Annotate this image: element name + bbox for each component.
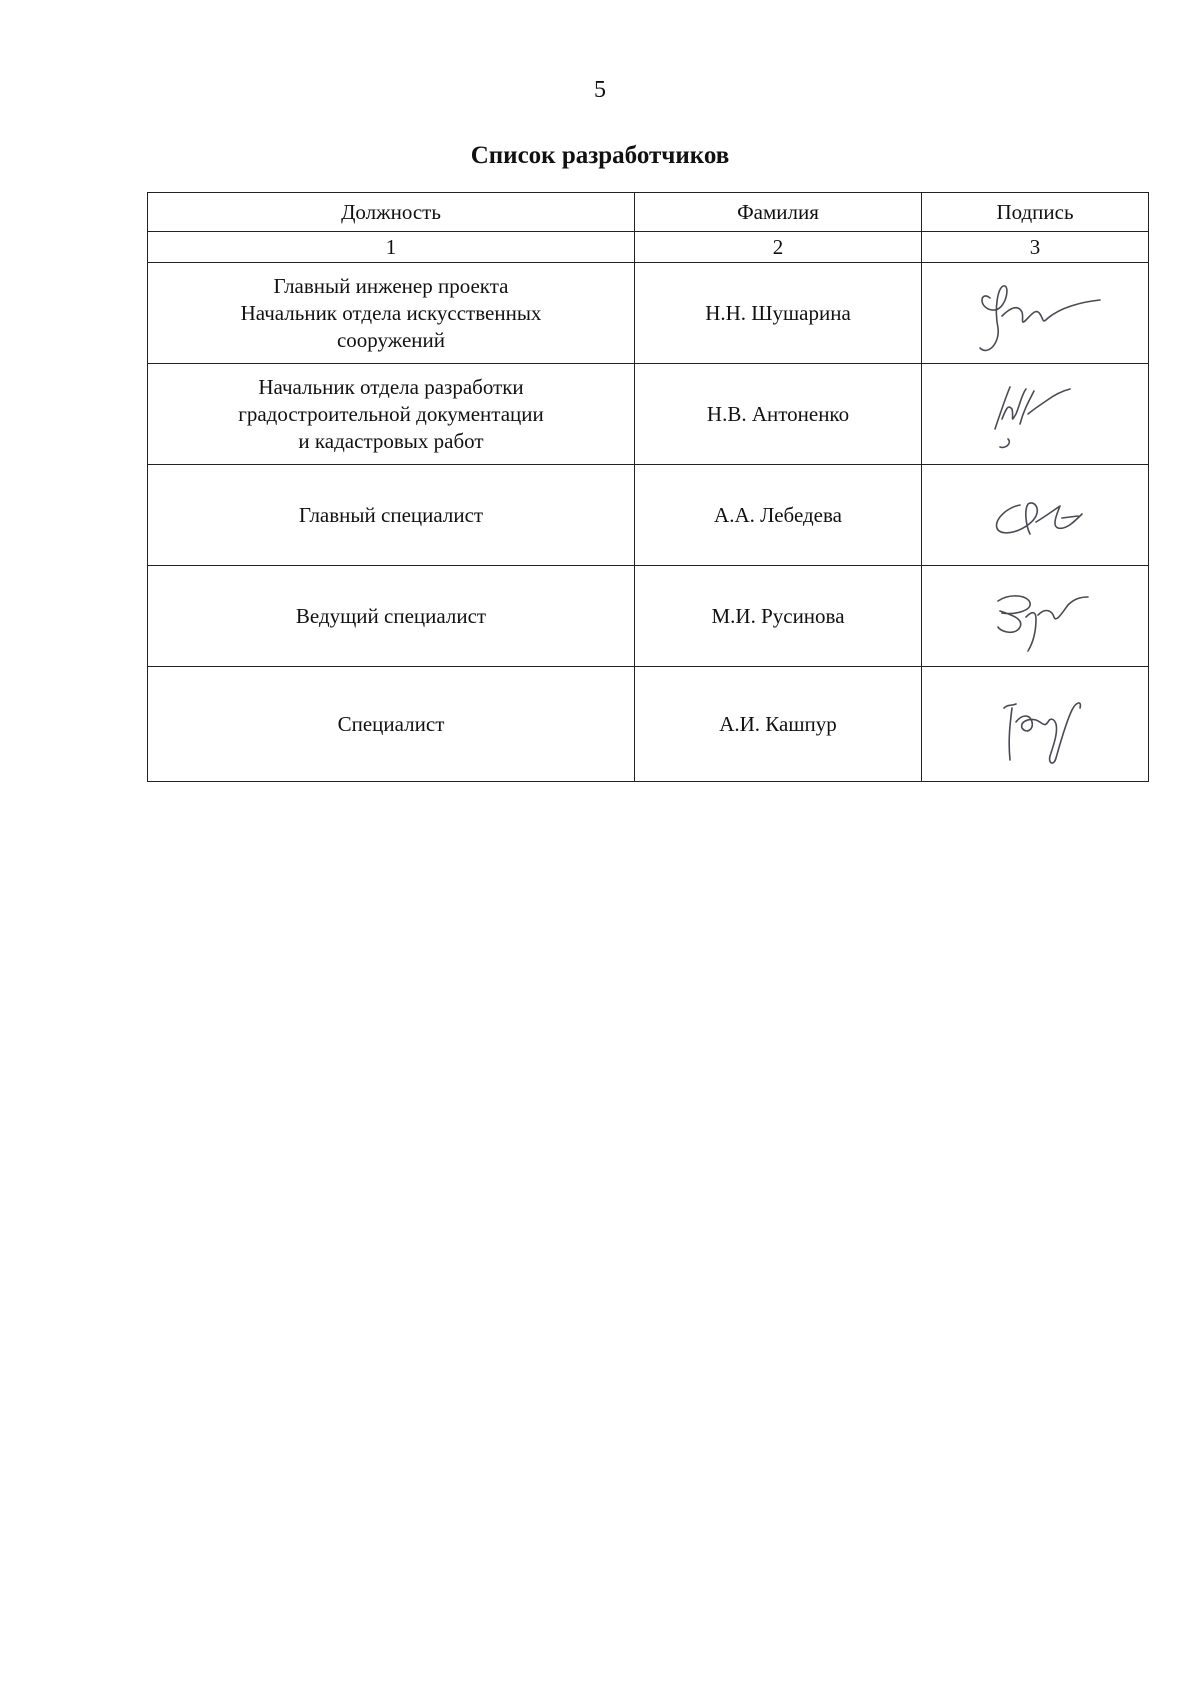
- header-signature: Подпись: [922, 193, 1149, 232]
- column-number-1: 1: [148, 232, 635, 263]
- handwritten-signature-icon: [950, 470, 1120, 560]
- name-cell: Н.В. Антоненко: [635, 364, 922, 465]
- signature-cell: [922, 465, 1149, 566]
- table-row: [148, 263, 1149, 364]
- handwritten-signature-icon: [950, 571, 1120, 661]
- table-row: [148, 566, 1149, 667]
- page-number: 5: [594, 77, 606, 103]
- developers-table: [147, 192, 1149, 782]
- signature-cell: [922, 667, 1149, 782]
- position-cell: [148, 566, 635, 667]
- handwritten-signature-icon: [950, 674, 1120, 774]
- name-cell: А.И. Кашпур: [635, 667, 922, 782]
- column-number-2: 2: [635, 232, 922, 263]
- position-line: градостроительной документации: [238, 401, 544, 426]
- signature-cell: [922, 364, 1149, 465]
- position-line: сооружений: [336, 327, 446, 352]
- header-surname: Фамилия: [635, 193, 922, 232]
- table-row: [148, 667, 1149, 782]
- position-cell: [148, 263, 635, 364]
- position-line: Главный специалист: [298, 502, 484, 527]
- signature-cell: [922, 566, 1149, 667]
- column-number-3: 3: [922, 232, 1149, 263]
- position-line: Специалист: [337, 711, 445, 736]
- handwritten-signature-icon: [950, 268, 1120, 358]
- column-number-row: [148, 232, 1149, 263]
- position-line: Начальник отдела искусственных: [240, 300, 542, 325]
- name-cell: Н.Н. Шушарина: [635, 263, 922, 364]
- signature-cell: [922, 263, 1149, 364]
- name-cell: М.И. Русинова: [635, 566, 922, 667]
- name-cell: А.А. Лебедева: [635, 465, 922, 566]
- position-line: и кадастровых работ: [298, 428, 484, 453]
- position-cell: [148, 364, 635, 465]
- document-title: Список разработчиков: [470, 142, 730, 169]
- position-line: Главный инженер проекта: [273, 273, 509, 298]
- position-cell: [148, 465, 635, 566]
- table-header-row: [148, 193, 1149, 232]
- position-cell: [148, 667, 635, 782]
- position-line: Ведущий специалист: [295, 603, 487, 628]
- header-position: Должность: [148, 193, 635, 232]
- table-row: [148, 364, 1149, 465]
- position-line: Начальник отдела разработки: [258, 374, 524, 399]
- table-row: [148, 465, 1149, 566]
- handwritten-signature-icon: [950, 369, 1120, 459]
